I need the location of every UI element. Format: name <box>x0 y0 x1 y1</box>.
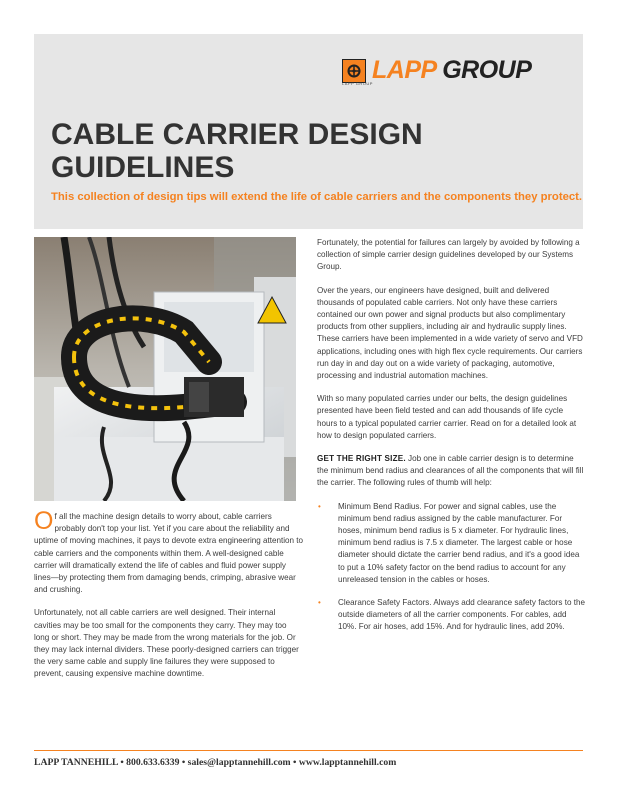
list-item-text: Clearance Safety Factors. Always add clearance safety factors to the outside diameters of all the carrier components. For cables, add 10%. For air hoses, add 15%. And for hydraulic lines, add 20%. <box>338 598 585 632</box>
cable-carrier-photo <box>34 237 296 501</box>
intro-paragraph <box>34 507 304 596</box>
footer-divider <box>34 750 583 751</box>
separator: • <box>120 757 124 768</box>
list-item-text: Minimum Bend Radius. For power and signal cables, use the minimum bend radius assigned by the cable manufacturer. For hoses, minimum bend radius is 5 x diameter. For hydraulic lines, minimum bend radius is 7.5 x diameter. The largest cable or hose diameter should dictate the carrier bend radius, and it's a good idea to put a 10% safety factor on the bend radius to account for any unreleased tension in the cables or hoses. <box>338 501 580 584</box>
bullet-icon: • <box>318 598 321 608</box>
brand-name-part1: LAPP <box>372 56 436 84</box>
list-item <box>317 501 585 586</box>
paragraph: Unfortunately, not all cable carriers are well designed. Their internal cavities may be too small for the components they carry. They may too long or short. They may be made from the wrong materials for the job. Or they may lack internal dividers. These poorly-designed carriers can trigger the very same cable and supply line failures they were supposed to prevent, causing expensive machine downtime. <box>34 608 299 679</box>
paragraph-text: f all the machine design details to worry about, cable carriers probably don't top your list. Yet if you care about the reliability and uptime of moving machines, it pays to devote extra engineering attention to cable carriers and the components within them. A well-designed cable carrier will dramatically extend the life of cables and fluid power supply lines—by protecting them from damaging bends, crimping, abrasive wear and crushing. <box>34 512 304 595</box>
rules-list <box>317 501 585 634</box>
list-item <box>317 597 585 634</box>
paragraph: With so many populated carries under our belts, the design guidelines presented have been field tested and can add thousands of life cycle hours to a typical populated carrier carrier. Read on for a detailed look at how to design populated carriers. <box>317 394 577 440</box>
paragraph-get-the-right-size <box>317 453 585 490</box>
right-column <box>317 237 585 645</box>
separator: • <box>181 757 186 768</box>
paragraph: Over the years, our engineers have designed, built and delivered thousands of populated cable carriers. Not only have these carriers contained our own power and signal products but also complimentary products from other suppliers, including air and hydraulic supply lines. These carriers have been implemented in a wide variety of servo and VFD applications, including ones with high flex cycle requirements. Our carriers run day in and day out on a wide variety of packaging, automotive, processing and industrial automation machines. <box>317 285 583 381</box>
footer-email[interactable]: sales@lapptannehill.com <box>187 757 291 768</box>
brand-name-part2: GROUP <box>442 56 532 84</box>
lapp-logo-icon <box>342 59 366 83</box>
title-line-1: CABLE CARRIER DESIGN <box>51 118 423 151</box>
paragraph-text: Job one in cable carrier design is to determine the minimum bend radius and clearances of all the components that will fill the carrier. The following rules of thumb will help: <box>317 454 584 488</box>
drop-cap: O <box>34 507 54 535</box>
section-lead-in: GET THE RIGHT SIZE. <box>317 454 406 464</box>
footer-company: LAPP TANNEHILL <box>34 757 118 768</box>
bullet-icon: • <box>318 501 321 511</box>
footer-website[interactable]: www.lapptannehill.com <box>298 757 397 768</box>
paragraph: Fortunately, the potential for failures can largely by avoided by following a collection of simple carrier design guidelines developed by our Systems Group. <box>317 238 580 272</box>
footer-contact <box>34 757 583 768</box>
page-subtitle: This collection of design tips will extend the life of cable carriers and the components they protect. <box>51 191 583 203</box>
page-title <box>51 118 571 184</box>
left-column <box>34 507 304 692</box>
brand-name <box>372 56 531 85</box>
footer-phone[interactable]: 800.633.6339 <box>126 757 180 768</box>
brand-caption: LAPP GROUP <box>342 81 373 86</box>
separator: • <box>293 757 297 768</box>
title-line-2: GUIDELINES <box>51 151 235 184</box>
